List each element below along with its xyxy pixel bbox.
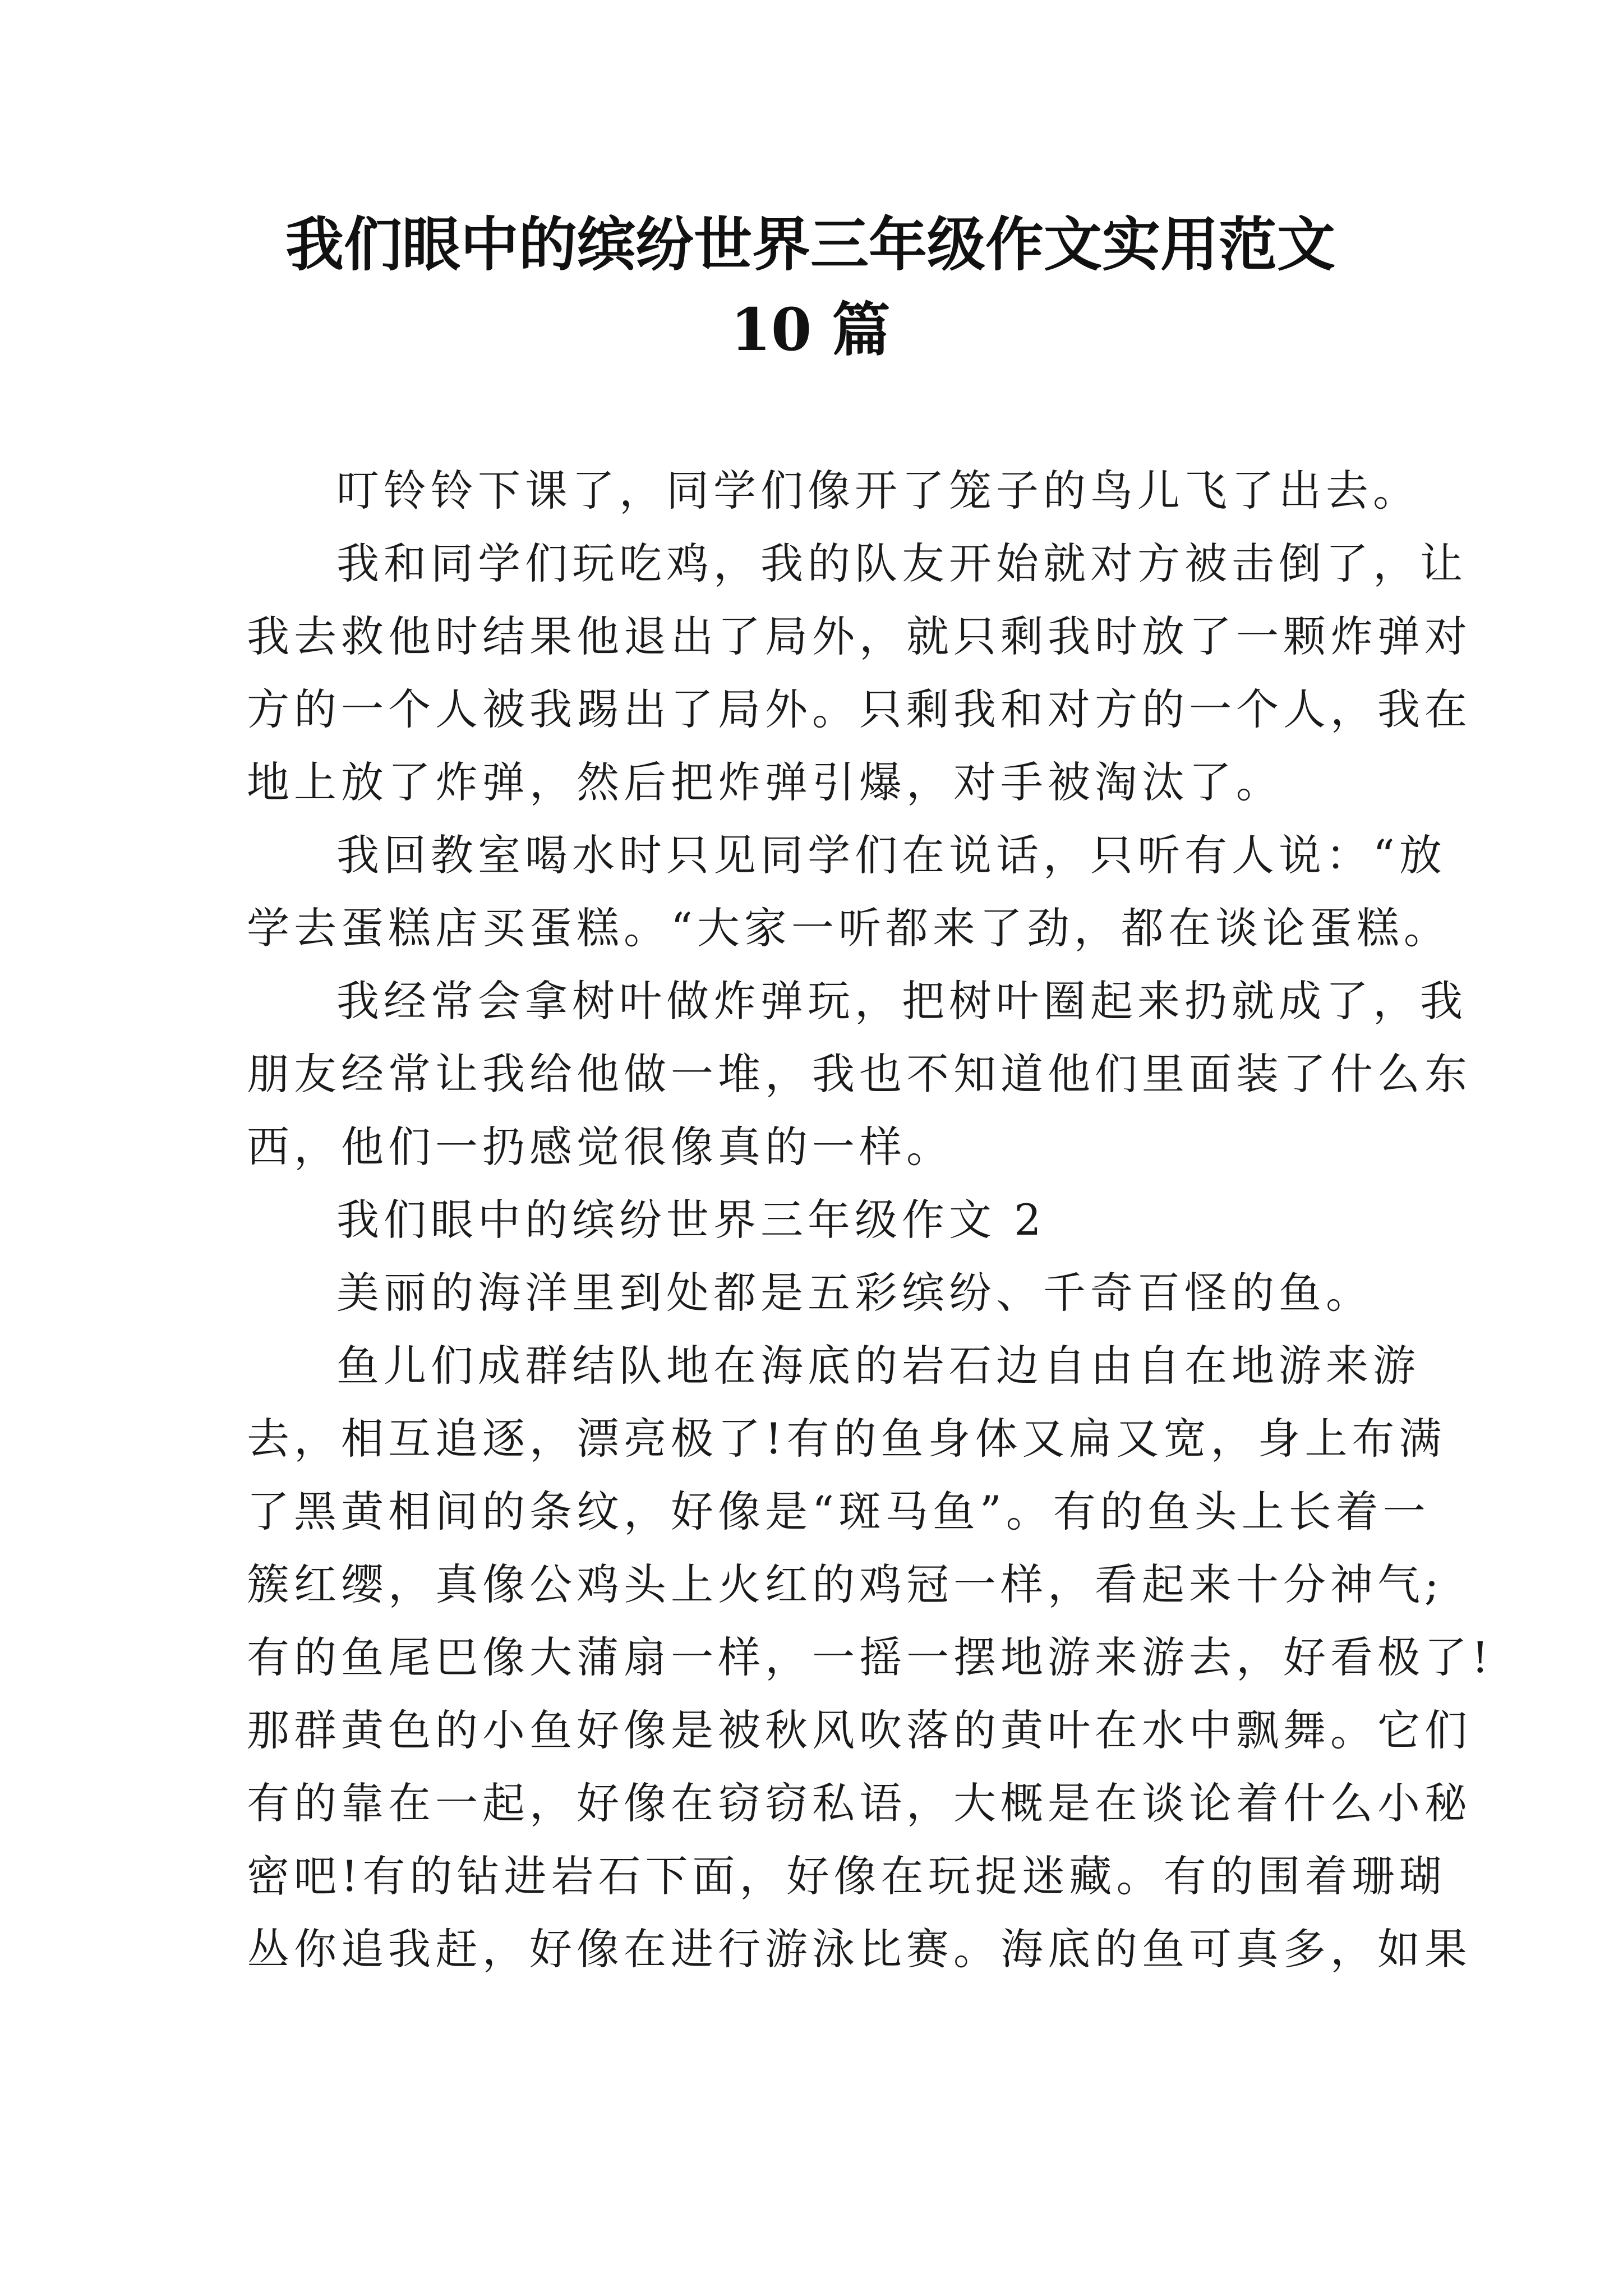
paragraph-6 <box>247 1329 1493 1986</box>
document-title <box>213 202 1408 372</box>
paragraph-line: 鱼儿们成群结队地在海底的岩石边自由自在地游来游 <box>336 1341 1420 1391</box>
document-body <box>247 454 1493 1986</box>
paragraph-5 <box>247 1257 1391 1329</box>
section-heading-text: 我们眼中的缤纷世界三年级作文 2 <box>336 1195 1046 1245</box>
paragraph-line: 簇红缨，真像公鸡头上火红的鸡冠一样，看起来十分神气; <box>247 1559 1444 1609</box>
title-line-2: 10 篇 <box>730 295 891 364</box>
paragraph-line: 我去救他时结果他退出了局外，就只剩我时放了一颗炸弹对 <box>247 611 1472 661</box>
paragraph-line: 美丽的海洋里到处都是五彩缤纷、千奇百怪的鱼。 <box>336 1268 1373 1318</box>
section-heading <box>247 1184 1391 1257</box>
paragraph-line: 我回教室喝水时只见同学们在说话，只听有人说：“放 <box>336 830 1446 880</box>
paragraph-line: 有的靠在一起，好像在窃窃私语，大概是在谈论着什么小秘 <box>247 1778 1472 1828</box>
paragraph-line: 密吧!有的钻进岩石下面，好像在玩捉迷藏。有的围着珊瑚 <box>247 1851 1446 1901</box>
title-line-1: 我们眼中的缤纷世界三年级作文实用范文 <box>285 210 1335 279</box>
paragraph-line: 我和同学们玩吃鸡，我的队友开始就对方被击倒了，让 <box>336 539 1467 588</box>
paragraph-2 <box>247 527 1472 819</box>
paragraph-line: 丛你追我赶，好像在进行游泳比赛。海底的鱼可真多，如果 <box>247 1924 1472 1974</box>
paragraph-line: 朋友经常让我给他做一堆，我也不知道他们里面装了什么东 <box>247 1049 1472 1099</box>
paragraph-line: 去，相互追逐，漂亮极了!有的鱼身体又扁又宽，身上布满 <box>247 1414 1446 1464</box>
paragraph-line: 叮铃铃下课了，同学们像开了笼子的鸟儿飞了出去。 <box>336 466 1420 516</box>
paragraph-line: 地上放了炸弹，然后把炸弹引爆，对手被淘汰了。 <box>247 757 1283 807</box>
paragraph-line: 我经常会拿树叶做炸弹玩，把树叶圈起来扔就成了，我 <box>336 976 1467 1026</box>
paragraph-line: 学去蛋糕店买蛋糕。“大家一听都来了劲，都在谈论蛋糕。 <box>247 903 1451 953</box>
paragraph-4 <box>247 965 1472 1184</box>
paragraph-3 <box>247 819 1451 965</box>
paragraph-line: 方的一个人被我踢出了局外。只剩我和对方的一个人，我在 <box>247 684 1472 734</box>
paragraph-line: 了黑黄相间的条纹，好像是“斑马鱼”。有的鱼头上长着一 <box>247 1487 1430 1536</box>
paragraph-1 <box>247 454 1420 527</box>
paragraph-line: 有的鱼尾巴像大蒲扇一样，一摇一摆地游来游去，好看极了! <box>247 1632 1493 1682</box>
paragraph-line: 西，他们一扔感觉很像真的一样。 <box>247 1122 953 1172</box>
paragraph-line: 那群黄色的小鱼好像是被秋风吹落的黄叶在水中飘舞。它们 <box>247 1705 1472 1755</box>
